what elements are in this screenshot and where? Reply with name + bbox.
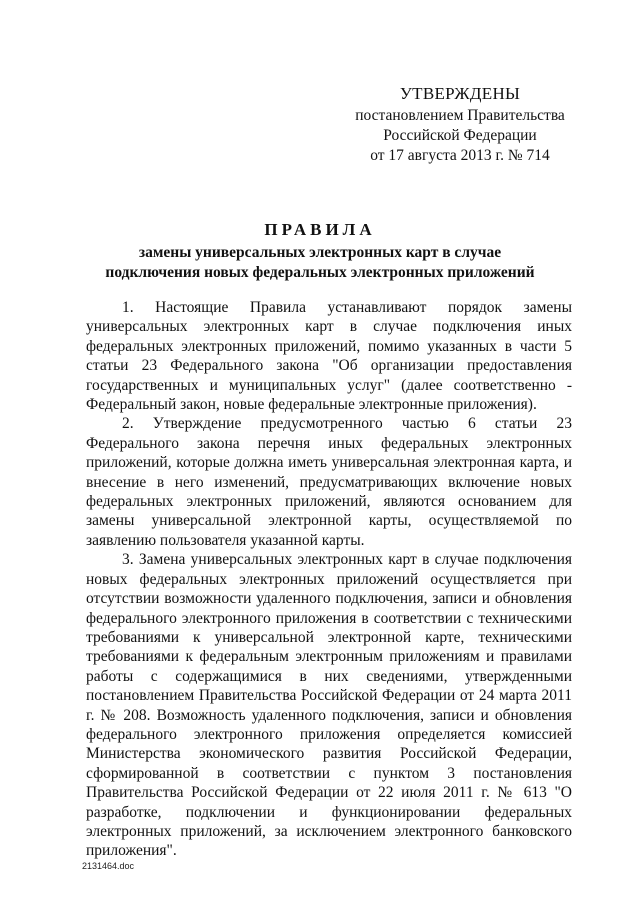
approval-line-1: постановлением Правительства: [355, 107, 565, 124]
paragraph-3: 3. Замена универсальных электронных карт в случае подключения новых федеральных электронных приложений осуществляется при отсутствии возможности удаленного подключения, записи и обновления федерального электронного приложения в соответствии с техническими требованиями к универсальной электронной карте, техническими требованиями к федеральным электронным приложениям и правилами работы с содержащимися в них сведениями, утвержденными постановлением Правительства Российской Федерации от 24 марта 2011 г. № 208. Возможность удаленного подключения, записи и обновления федерального электронного приложения определяется комиссией Министерства экономического развития Российской Федерации, сформированной в соответствии с пунктом 3 постановления Правительства Российской Федерации от 22 июля 2011 г. № 613 "О разработке, подключении и функционировании федеральных электронных приложений, за исключением электронного банковского приложения".: [86, 551, 572, 860]
document-subtitle: [80, 243, 560, 283]
document-body: [86, 298, 572, 861]
document-title: ПРАВИЛА: [264, 220, 376, 239]
approval-line-3: от 17 августа 2013 г. № 714: [370, 147, 550, 164]
paragraph-1: 1. Настоящие Правила устанавливают порядок замены универсальных электронных карт в случае подключения иных федеральных электронных приложений, помимо указанных в части 5 статьи 23 Федерального закона "Об организации предоставления государственных и муниципальных услуг" (далее соответственно - Федеральный закон, новые федеральные электронные приложения).: [86, 299, 572, 414]
approval-heading: УТВЕРЖДЕНЫ: [399, 84, 521, 103]
paragraph-2: 2. Утверждение предусмотренного частью 6 статьи 23 Федерального закона перечня иных федеральных электронных приложений, которые должна иметь универсальная электронная карта, и внесение в него изменений, предусматривающих включение новых федеральных электронных приложений, являются основанием для замены универсальной электронной карты, осуществляемой по заявлению пользователя указанной карты.: [86, 415, 572, 549]
subtitle-line-1: замены универсальных электронных карт в случае: [138, 244, 502, 261]
file-code: 2131464.doc: [82, 861, 135, 871]
subtitle-line-2: подключения новых федеральных электронных приложений: [105, 264, 535, 281]
approval-line-2: Российской Федерации: [383, 127, 537, 144]
approval-block: [355, 84, 565, 166]
